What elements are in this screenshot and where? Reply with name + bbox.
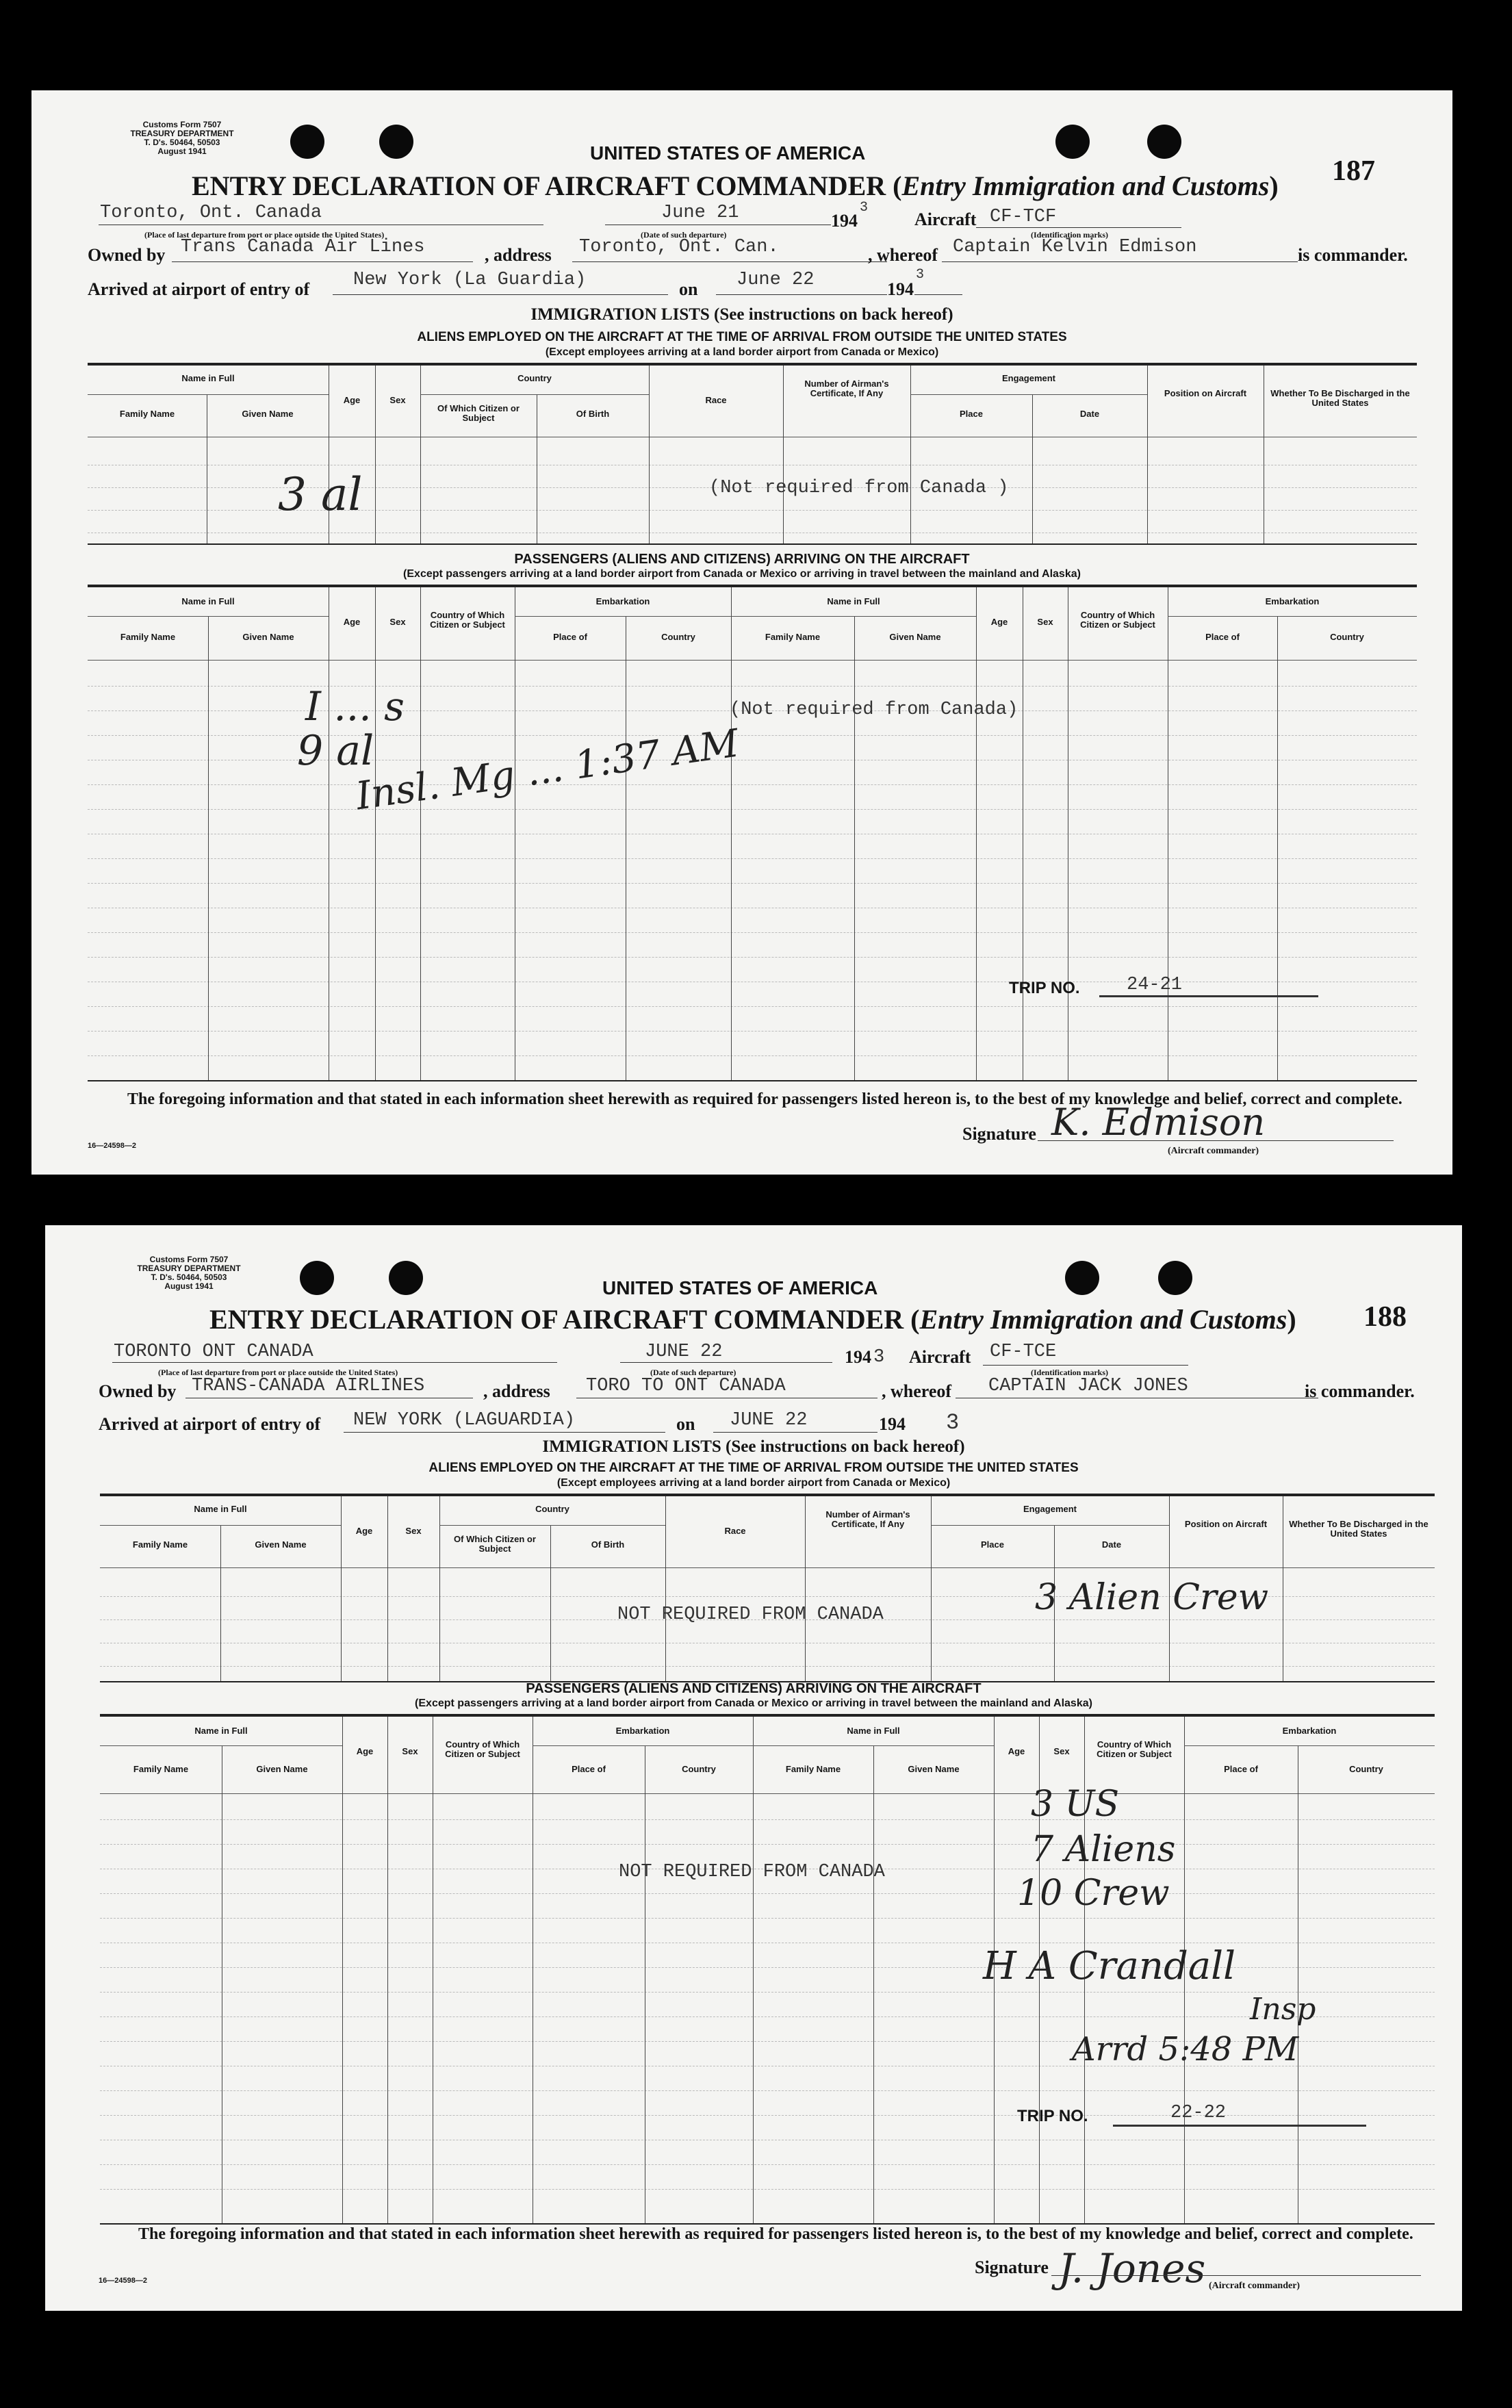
col-header: Engagement (1001, 373, 1055, 383)
table-row (100, 1992, 1435, 1993)
table-row (100, 2016, 1435, 2017)
underline (914, 294, 962, 295)
group-divider (910, 394, 1147, 395)
col-divider (342, 1717, 343, 2223)
signature-label: Signature (975, 2257, 1049, 2277)
col-header: Name in Full (181, 373, 235, 383)
col-header: Race (705, 395, 727, 405)
certification-text: The foregoing information and that stated in each information sheet herewith as required for passengers listed hereon is, to the best of my knowledge and belief, correct and complete. (127, 1090, 1402, 1108)
col-header: Place (981, 1539, 1004, 1550)
arrival-airport: NEW YORK (LAGUARDIA) (353, 1410, 576, 1431)
form-number: 187 (1332, 155, 1375, 187)
whereof-label: , whereof (868, 245, 938, 265)
caption-date: (Date of such departure) (650, 1368, 736, 1377)
caption-ident: (Identification marks) (1031, 230, 1108, 240)
arrival-date: JUNE 22 (730, 1410, 808, 1431)
year-digit: 3 (860, 200, 869, 216)
handwritten-note: 3 US (1031, 1784, 1120, 1825)
passengers-heading: PASSENGERS (ALIENS AND CITIZENS) ARRIVING ON THE AIRCRAFT (526, 1681, 982, 1696)
print-code: 16—24598—2 (99, 2277, 147, 2285)
col-divider (910, 366, 911, 543)
year-label: 194 (879, 1414, 906, 1434)
handwritten-note: 10 Crew (1017, 1873, 1170, 1914)
not-required-note: NOT REQUIRED FROM CANADA (617, 1604, 884, 1625)
arrival-airport: New York (La Guardia) (353, 270, 587, 290)
group-divider (88, 394, 329, 395)
col-divider (873, 1745, 874, 2223)
table-row (100, 2164, 1435, 2165)
departure-place: TORONTO ONT CANADA (114, 1342, 313, 1362)
form-title: ENTRY DECLARATION OF AIRCRAFT COMMANDER (Entry Immigration and Customs) (192, 170, 1279, 201)
group-divider (1184, 1745, 1435, 1746)
address-label: , address (485, 245, 552, 265)
form-sheet-188 (45, 1225, 1462, 2311)
departure-place: Toronto, Ont. Canada (100, 203, 322, 223)
underline (112, 1362, 557, 1363)
owned-by-label: Owned by (88, 245, 166, 265)
col-header: Position on Aircraft (1164, 388, 1247, 398)
col-divider (439, 1496, 440, 1681)
col-header: Family Name (765, 632, 821, 642)
punch-hole (300, 1261, 334, 1295)
col-header: Age (355, 1526, 373, 1536)
table-row (100, 1666, 1435, 1667)
trip-label: TRIP NO. (1009, 979, 1080, 997)
aircraft-marks: CF-TCE (990, 1342, 1057, 1362)
group-divider (100, 1525, 341, 1526)
col-divider (753, 1717, 754, 2223)
table-row (88, 809, 1417, 810)
form-id-line: August 1941 (157, 146, 207, 156)
col-divider (387, 1496, 388, 1681)
form-title: ENTRY DECLARATION OF AIRCRAFT COMMANDER (Entry Immigration and Customs) (209, 1304, 1296, 1335)
aliens-subheading: (Except employees arriving at a land border airport from Canada or Mexico) (545, 346, 939, 358)
underline (1099, 995, 1318, 997)
trip-number: 24-21 (1127, 975, 1183, 995)
col-header: Country (661, 632, 695, 642)
commander-name: CAPTAIN JACK JONES (988, 1376, 1188, 1396)
caption-ident: (Identification marks) (1031, 1368, 1108, 1377)
handwritten-note: Insp (1250, 1992, 1316, 2027)
col-header: Place (960, 409, 983, 419)
col-header: Country of Which Citizen or Subject (430, 610, 505, 630)
punch-hole (1065, 1261, 1099, 1295)
punch-hole (1147, 125, 1181, 159)
table-row (100, 2115, 1435, 2116)
header-divider (88, 660, 1417, 661)
col-header: Country of Which Citizen or Subject (1097, 1739, 1172, 1759)
table-row (88, 858, 1417, 859)
not-required-note: NOT REQUIRED FROM CANADA (619, 1862, 885, 1882)
col-header: Sex (405, 1526, 422, 1536)
punch-hole (1055, 125, 1090, 159)
group-divider (420, 394, 649, 395)
col-header: Family Name (785, 1764, 841, 1774)
underline (572, 261, 887, 262)
aliens-heading: ALIENS EMPLOYED ON THE AIRCRAFT AT THE TIME OF ARRIVAL FROM OUTSIDE THE UNITED STATES (428, 1461, 1079, 1475)
col-header: Embarkation (1265, 596, 1320, 606)
commander-signature: J. Jones (1058, 2245, 1206, 2292)
commander-name: Captain Kelvin Edmison (953, 237, 1197, 257)
immigration-lists-heading: IMMIGRATION LISTS (See instructions on back hereof) (542, 1437, 965, 1456)
table-row (100, 1844, 1435, 1845)
signature-caption: (Aircraft commander) (1209, 2281, 1300, 2291)
col-header: Sex (1037, 617, 1053, 627)
arrived-label: Arrived at airport of entry of (88, 279, 310, 299)
col-divider (731, 587, 732, 1080)
col-header: Given Name (256, 1764, 308, 1774)
table-row (88, 883, 1417, 884)
col-header: Number of Airman's Certificate, If Any (804, 379, 889, 398)
handwritten-note: 9 al (297, 727, 374, 775)
caption-place: (Place of last departure from port or place outside the United States) (144, 230, 385, 240)
col-divider (341, 1496, 342, 1681)
col-header: Name in Full (194, 1504, 247, 1514)
col-header: Age (343, 617, 361, 627)
col-header: Age (1008, 1746, 1025, 1756)
underline (942, 261, 1298, 262)
col-divider (375, 587, 376, 1080)
form-id-line: TREASURY DEPARTMENT (130, 129, 234, 138)
year-digit: 3 (946, 1410, 960, 1435)
commander-signature: K. Edmison (1051, 1101, 1266, 1144)
underline (716, 294, 887, 295)
group-divider (731, 616, 976, 617)
form-id-block (86, 1255, 292, 1291)
form-number: 188 (1363, 1301, 1407, 1333)
signature-caption: (Aircraft commander) (1168, 1146, 1259, 1156)
arrived-label: Arrived at airport of entry of (99, 1414, 321, 1434)
country-heading: UNITED STATES OF AMERICA (602, 1277, 878, 1298)
underline (713, 1432, 877, 1433)
table-row (88, 1006, 1417, 1007)
punch-hole (379, 125, 413, 159)
year-label: 194 (845, 1347, 871, 1367)
col-header: Date (1079, 409, 1100, 419)
col-header: Embarkation (1282, 1726, 1337, 1736)
handwritten-note: 7 Aliens (1031, 1829, 1176, 1870)
col-header: Embarkation (615, 1726, 670, 1736)
form-id-line: T. D's. 50464, 50503 (144, 138, 220, 147)
col-divider (375, 366, 376, 543)
col-header: Race (724, 1526, 746, 1536)
aliens-heading: ALIENS EMPLOYED ON THE AIRCRAFT AT THE TIME OF ARRIVAL FROM OUTSIDE THE UNITED STATES (417, 330, 1067, 344)
trip-label: TRIP NO. (1017, 2107, 1088, 2125)
col-header: Date (1101, 1539, 1122, 1550)
table-row (100, 2090, 1435, 2091)
col-header: Country (682, 1764, 716, 1774)
col-header: Given Name (242, 632, 294, 642)
passengers-table (88, 585, 1417, 1081)
group-divider (88, 616, 329, 617)
year-label: 194 (887, 279, 914, 299)
col-header: Country of Which Citizen or Subject (1080, 610, 1155, 630)
col-divider (1277, 616, 1278, 1080)
col-header: Of Birth (576, 409, 610, 419)
col-divider (931, 1496, 932, 1681)
trip-number: 22-22 (1170, 2103, 1227, 2123)
certification-text: The foregoing information and that stated in each information sheet herewith as required for passengers listed hereon is, to the best of my knowledge and belief, correct and complete. (138, 2225, 1413, 2243)
underline (976, 227, 1181, 228)
handwritten-note: Insl. Mg ... 1:37 AM (353, 721, 742, 819)
table-row (88, 1031, 1417, 1032)
underline (1038, 1140, 1394, 1141)
caption-date: (Date of such departure) (641, 230, 727, 240)
immigration-lists-heading: IMMIGRATION LISTS (See instructions on back hereof) (530, 305, 953, 324)
col-header: Number of Airman's Certificate, If Any (825, 1509, 910, 1529)
on-label: on (676, 1414, 695, 1434)
table-row (100, 1893, 1435, 1894)
col-header: Place of (1205, 632, 1240, 642)
not-required-note: (Not required from Canada) (730, 700, 1018, 720)
passengers-heading: PASSENGERS (ALIENS AND CITIZENS) ARRIVING ON THE AIRCRAFT (514, 552, 970, 567)
col-header: Sex (389, 617, 406, 627)
address-label: , address (483, 1381, 550, 1401)
group-divider (931, 1525, 1169, 1526)
form-id-line: Customs Form 7507 (142, 120, 222, 129)
col-header: Given Name (255, 1539, 307, 1550)
col-divider (976, 587, 977, 1080)
header-divider (100, 1793, 1435, 1794)
table-row (88, 957, 1417, 958)
print-code: 16—24598—2 (88, 1142, 136, 1150)
arrival-time-note: Arrd 5:48 PM (1072, 2030, 1299, 2068)
col-header: Place of (1224, 1764, 1258, 1774)
not-required-note: (Not required from Canada ) (709, 478, 1009, 498)
col-header: Family Name (120, 632, 176, 642)
col-divider (420, 366, 421, 543)
col-header: Name in Full (827, 596, 880, 606)
col-header: Sex (389, 395, 406, 405)
col-divider (208, 616, 209, 1080)
aliens-subheading: (Except employees arriving at a land border airport from Canada or Mexico) (556, 1477, 951, 1489)
col-header: Of Which Citizen or Subject (454, 1534, 536, 1554)
is-commander-label: is commander. (1298, 245, 1408, 265)
group-divider (1168, 616, 1417, 617)
country-heading: UNITED STATES OF AMERICA (590, 142, 866, 164)
col-header: Place of (553, 632, 587, 642)
col-header: Family Name (132, 1539, 188, 1550)
group-divider (100, 1745, 342, 1746)
form-id-line: Customs Form 7507 (149, 1255, 229, 1264)
inspector-signature: H A Crandall (983, 1944, 1236, 1988)
departure-date: JUNE 22 (645, 1342, 723, 1362)
address: Toronto, Ont. Can. (579, 237, 779, 257)
col-header: Country (1349, 1764, 1383, 1774)
underline (172, 261, 473, 262)
col-header: Name in Full (181, 596, 235, 606)
col-header: Place of (572, 1764, 606, 1774)
handwritten-note: 3 al (278, 468, 363, 521)
year-digit: 3 (916, 267, 925, 283)
col-header: Country of Which Citizen or Subject (445, 1739, 520, 1759)
table-row (88, 735, 1417, 736)
col-header: Embarkation (595, 596, 650, 606)
col-header: Engagement (1023, 1504, 1077, 1514)
col-header: Sex (402, 1746, 418, 1756)
col-header: Family Name (119, 409, 175, 419)
table-row (100, 1819, 1435, 1820)
punch-hole (1158, 1261, 1192, 1295)
owner: Trans Canada Air Lines (181, 237, 425, 257)
owned-by-label: Owned by (99, 1381, 177, 1401)
col-header: Of Which Citizen or Subject (437, 403, 520, 423)
col-header: Age (990, 617, 1008, 627)
header-divider (100, 1567, 1435, 1568)
table-row (88, 932, 1417, 933)
form-id-line: T. D's. 50464, 50503 (151, 1272, 227, 1282)
caption-place: (Place of last departure from port or place outside the United States) (158, 1368, 398, 1377)
signature-label: Signature (962, 1124, 1036, 1144)
table-row (88, 686, 1417, 687)
handwritten-note: I ... s (305, 683, 405, 730)
col-divider (854, 616, 855, 1080)
passengers-subheading: (Except passengers arriving at a land border airport from Canada or Mexico or arriving in travel between the mainland and Alaska) (415, 1698, 1092, 1709)
underline (333, 294, 668, 295)
underline (344, 1432, 665, 1433)
underline (1113, 2125, 1366, 2127)
col-header: Of Birth (591, 1539, 625, 1550)
col-header: Name in Full (847, 1726, 900, 1736)
col-header: Given Name (242, 409, 294, 419)
group-divider (533, 1745, 753, 1746)
aircraft-label: Aircraft (909, 1347, 971, 1367)
table-row (88, 1055, 1417, 1056)
col-header: Age (356, 1746, 374, 1756)
punch-hole (389, 1261, 423, 1295)
punch-hole (290, 125, 324, 159)
form-id-block (79, 120, 285, 156)
form-id-line: TREASURY DEPARTMENT (137, 1264, 241, 1273)
col-header: Sex (1053, 1746, 1070, 1756)
col-header: Whether To Be Discharged in the United States (1289, 1519, 1428, 1539)
col-header: Age (343, 395, 361, 405)
address: TORO TO ONT CANADA (586, 1376, 786, 1396)
aircraft-marks: CF-TCF (990, 207, 1057, 227)
col-header: Given Name (908, 1764, 960, 1774)
passengers-subheading: (Except passengers arriving at a land border airport from Canada or Mexico or arriving in travel between the mainland and Alaska) (403, 568, 1081, 580)
col-header: Country (1330, 632, 1364, 642)
underline (1051, 2275, 1421, 2276)
table-row (88, 784, 1417, 785)
on-label: on (679, 279, 698, 299)
col-header: Country (517, 373, 552, 383)
year-label: 194 (831, 211, 858, 231)
col-divider (649, 366, 650, 543)
col-divider (420, 587, 421, 1080)
col-divider (665, 1496, 666, 1681)
aircraft-label: Aircraft (914, 209, 977, 229)
col-header: Position on Aircraft (1184, 1519, 1268, 1529)
table-row (100, 1918, 1435, 1919)
underline (983, 1365, 1188, 1366)
group-divider (439, 1525, 665, 1526)
year-digit: 3 (873, 1347, 885, 1368)
arrival-date: June 22 (736, 270, 815, 290)
col-header: Given Name (889, 632, 941, 642)
col-header: Whether To Be Discharged in the United States (1270, 388, 1410, 408)
whereof-label: , whereof (882, 1381, 952, 1401)
handwritten-note: 3 Alien Crew (1035, 1577, 1269, 1618)
group-divider (753, 1745, 994, 1746)
col-header: Name in Full (194, 1726, 248, 1736)
group-divider (515, 616, 731, 617)
form-sheet-187 (31, 90, 1452, 1175)
underline (620, 1362, 832, 1363)
is-commander-label: is commander. (1305, 1381, 1415, 1401)
col-header: Family Name (133, 1764, 189, 1774)
form-id-line: August 1941 (164, 1281, 214, 1291)
owner: TRANS-CANADA AIRLINES (192, 1376, 425, 1396)
departure-date: June 21 (661, 203, 739, 223)
table-row (100, 2189, 1435, 2190)
col-divider (387, 1717, 388, 2223)
col-header: Country (535, 1504, 569, 1514)
